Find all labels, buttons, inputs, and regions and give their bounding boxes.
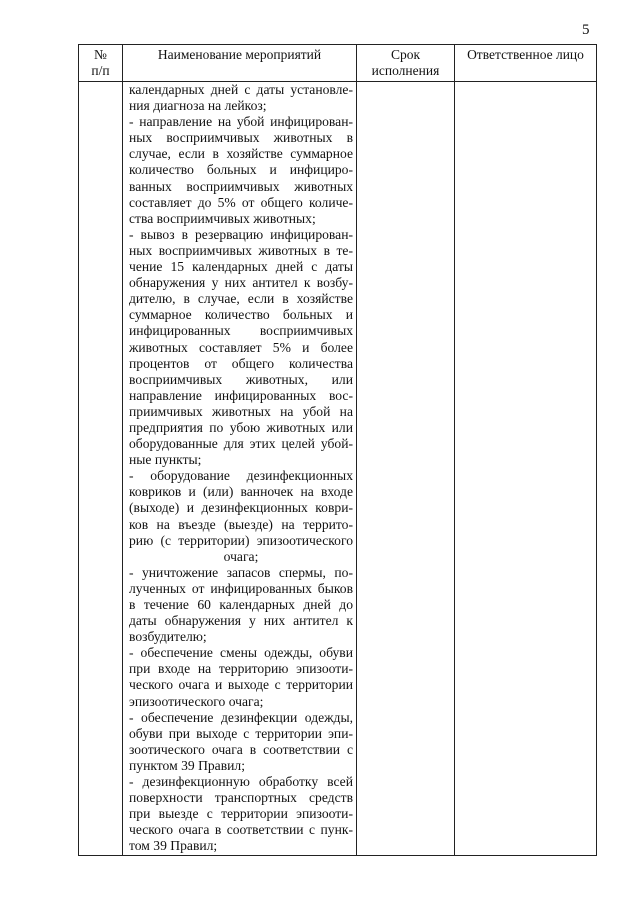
- text-line: ческого очага и выходе с территории: [129, 677, 353, 693]
- text-line: ных восприимчивых животных в те-: [129, 242, 353, 258]
- text-line: том 39 Правил;: [129, 838, 218, 854]
- header-number: [79, 45, 123, 82]
- header-measures-label: Наименование мероприятий: [157, 47, 322, 62]
- header-term-line-1: Срок: [390, 47, 421, 62]
- text-line: пунктом 39 Правил;: [129, 757, 245, 773]
- text-line: - оборудование дезинфекционных: [129, 468, 353, 484]
- text-line: - направление на убой инфицирован-: [129, 114, 353, 130]
- measures-text: [123, 82, 356, 855]
- cell-responsible: [455, 82, 597, 856]
- text-line: поверхности транспортных средств: [129, 790, 353, 806]
- text-line: предприятия по убою животных или: [129, 419, 353, 435]
- table-row: [79, 82, 597, 856]
- text-line: - уничтожение запасов спермы, по-: [129, 564, 353, 580]
- text-line: ческого очага в соответствии с пунк-: [129, 822, 353, 838]
- text-line: очага;: [223, 548, 259, 564]
- text-line: чение 15 календарных дней с даты: [129, 259, 353, 275]
- text-line: инфицированных восприимчивых: [129, 323, 353, 339]
- page-number: 5: [582, 22, 590, 38]
- text-line: (выходе) и дезинфекционных коври-: [129, 500, 353, 516]
- text-line: животных составляет 5% и более: [129, 339, 353, 355]
- header-measures: [123, 45, 357, 82]
- text-line: календарных дней с даты установле-: [129, 82, 353, 97]
- header-responsible-label: Ответственное лицо: [467, 47, 584, 62]
- header-term-line-2: исполнения: [371, 63, 440, 78]
- text-line: при входе на территорию эпизооти-: [129, 661, 353, 677]
- text-line: обнаружения у них антител к возбу-: [129, 275, 353, 291]
- text-line: ковриков и (или) ванночек на входе: [129, 484, 353, 500]
- cell-term: [357, 82, 455, 856]
- text-line: зоотического очага в соответствии с: [129, 741, 353, 757]
- text-line: обуви при выходе с территории эпи-: [129, 725, 353, 741]
- text-line: - обеспечение смены одежды, обуви: [129, 645, 353, 661]
- measures-table: [78, 44, 597, 856]
- text-line: возбудителю;: [129, 629, 207, 645]
- text-line: ванных восприимчивых животных: [129, 178, 353, 194]
- text-line: - вывоз в резервацию инфицирован-: [129, 226, 353, 242]
- text-line: ные пункты;: [129, 452, 202, 468]
- text-line: случае, если в хозяйстве суммарное: [129, 146, 353, 162]
- text-line: восприимчивых животных, или: [129, 371, 353, 387]
- text-line: ния диагноза на лейкоз;: [129, 98, 267, 114]
- header-responsible: [455, 45, 597, 82]
- text-line: рию (с территории) эпизоотического: [129, 532, 353, 548]
- text-line: дителю, в случае, если в хозяйстве: [129, 291, 353, 307]
- text-line: лученных от инфицированных быков: [129, 580, 353, 596]
- text-line: - обеспечение дезинфекции одежды,: [129, 709, 353, 725]
- text-line: ства восприимчивых животных;: [129, 210, 316, 226]
- text-line: ных восприимчивых животных в: [129, 130, 353, 146]
- text-line: эпизоотического очага;: [129, 693, 264, 709]
- header-number-line-1: №: [94, 47, 107, 62]
- text-line: количество больных и инфициро-: [129, 162, 353, 178]
- text-line: - дезинфекционную обработку всей: [129, 774, 353, 790]
- header-term: [357, 45, 455, 82]
- text-line: при выезде с территории эпизооти-: [129, 806, 353, 822]
- cell-number: [79, 82, 123, 856]
- text-line: даты обнаружения у них антител к: [129, 613, 353, 629]
- text-line: приимчивых животных на убой на: [129, 403, 353, 419]
- text-line: ков на въезде (выезде) на террито-: [129, 516, 353, 532]
- text-line: суммарное количество больных и: [129, 307, 353, 323]
- cell-measures: [123, 82, 357, 856]
- text-line: направление инфицированных вос-: [129, 387, 353, 403]
- text-line: процентов от общего количества: [129, 355, 353, 371]
- table-header-row: [79, 45, 597, 82]
- header-number-line-2: п/п: [91, 63, 110, 78]
- text-line: оборудованные для этих целей убой-: [129, 436, 353, 452]
- text-line: в течение 60 календарных дней до: [129, 597, 353, 612]
- text-line: составляет до 5% от общего количе-: [129, 194, 353, 210]
